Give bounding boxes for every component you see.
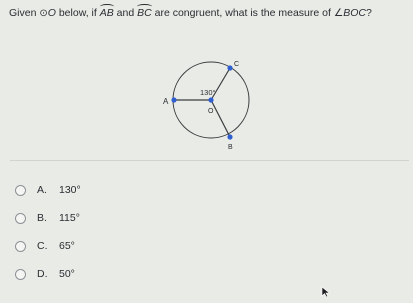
option-text: 115° [59, 212, 80, 224]
radio-button[interactable] [15, 185, 26, 196]
point-b-label: B [228, 144, 233, 151]
option-letter: D. [37, 268, 48, 280]
option-letter: C. [37, 240, 48, 252]
radio-button[interactable] [15, 213, 26, 224]
option-letter: B. [37, 212, 47, 224]
option-text: 65° [59, 240, 75, 252]
point-a-label: A [163, 97, 169, 106]
angle-aoc-label: 130° [200, 88, 216, 97]
arc-ab: AB [99, 7, 114, 19]
radio-button[interactable] [15, 241, 26, 252]
angle-symbol: ∠ [333, 7, 344, 19]
circle-center-label: O [47, 7, 56, 19]
point-o-dot [208, 97, 213, 102]
point-o-label: O [208, 108, 214, 115]
point-b-dot [227, 134, 232, 139]
circle-diagram [140, 56, 260, 156]
circle-symbol: ⊙ [39, 8, 48, 19]
option-b[interactable] [15, 206, 81, 230]
question-tail: are congruent, what is the measure of [154, 7, 331, 19]
answer-options [15, 178, 81, 290]
question-and: and [116, 7, 135, 19]
radio-button[interactable] [15, 269, 26, 280]
radius-ob [211, 100, 230, 137]
option-text: 130° [59, 184, 81, 196]
divider [10, 160, 409, 161]
point-a-dot [171, 97, 176, 102]
option-c[interactable] [15, 234, 81, 258]
option-d[interactable] [15, 262, 81, 286]
option-letter: A. [37, 184, 47, 196]
arc-bc: BC [137, 7, 152, 19]
point-c-label: C [234, 61, 240, 68]
question-text [9, 6, 409, 21]
option-text: 50° [59, 268, 75, 280]
option-a[interactable] [15, 178, 81, 202]
question-given: Given [9, 7, 37, 19]
angle-name: BOC [343, 7, 366, 19]
mouse-cursor-icon [321, 286, 331, 298]
point-c-dot [227, 65, 232, 70]
question-mark: ? [366, 7, 372, 19]
question-below-if: below, if [58, 7, 97, 19]
